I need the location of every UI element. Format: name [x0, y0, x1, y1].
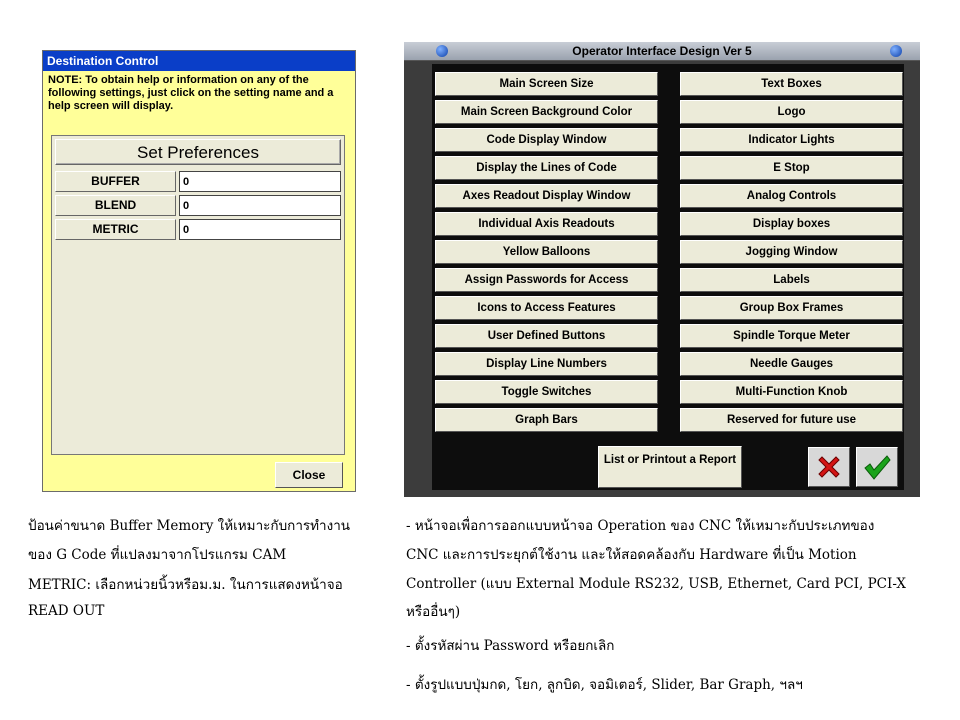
destination-control-title: Destination Control [43, 51, 355, 71]
right-description-line: - ตั้งรหัสผ่าน Password หรือยกเลิก [406, 638, 615, 654]
needle-gauges-button[interactable]: Needle Gauges [680, 352, 903, 376]
right-description-line: - หน้าจอเพื่อการออกแบบหน้าจอ Operation ของ CNC ให้เหมาะกับประเภทของ [406, 518, 875, 534]
left-description-line: METRIC: เลือกหน่วยนิ้วหรือม.ม. ในการแสดงหน้าจอ [28, 577, 343, 593]
close-button[interactable]: Close [275, 462, 343, 488]
setting-row-metric [55, 219, 341, 240]
destination-control-window [42, 50, 356, 492]
right-description-line: CNC และการประยุกต์ใช้งาน และให้สอดคล้องกับ Hardware ที่เป็น Motion [406, 547, 857, 563]
user-defined-buttons-button[interactable]: User Defined Buttons [435, 324, 658, 348]
display-boxes-button[interactable]: Display boxes [680, 212, 903, 236]
labels-button[interactable]: Labels [680, 268, 903, 292]
icons-to-access-features-button[interactable]: Icons to Access Features [435, 296, 658, 320]
cancel-button[interactable] [808, 447, 850, 487]
setting-row-buffer [55, 171, 341, 192]
operator-interface-titlebar [404, 42, 920, 61]
group-box-frames-button[interactable]: Group Box Frames [680, 296, 903, 320]
setting-row-blend [55, 195, 341, 216]
metric-label-button[interactable]: METRIC [55, 219, 176, 240]
analog-controls-button[interactable]: Analog Controls [680, 184, 903, 208]
main-screen-size-button[interactable]: Main Screen Size [435, 72, 658, 96]
spindle-torque-meter-button[interactable]: Spindle Torque Meter [680, 324, 903, 348]
window-orb-icon [890, 45, 902, 57]
operator-interface-title: Operator Interface Design Ver 5 [572, 44, 752, 58]
display-line-numbers-button[interactable]: Display Line Numbers [435, 352, 658, 376]
reserved-future-use-button[interactable]: Reserved for future use [680, 408, 903, 432]
multi-function-knob-button[interactable]: Multi-Function Knob [680, 380, 903, 404]
blend-input[interactable] [179, 195, 341, 216]
individual-axis-readouts-button[interactable]: Individual Axis Readouts [435, 212, 658, 236]
text-boxes-button[interactable]: Text Boxes [680, 72, 903, 96]
operator-interface-body [432, 64, 904, 490]
left-description-line: ของ G Code ที่แปลงมาจากโปรแกรม CAM [28, 547, 287, 563]
graph-bars-button[interactable]: Graph Bars [435, 408, 658, 432]
right-description-line: - ตั้งรูปแบบปุ่มกด, โยก, ลูกบิด, จอมิเตอร์, Slider, Bar Graph, ฯลฯ [406, 677, 803, 693]
toggle-switches-button[interactable]: Toggle Switches [435, 380, 658, 404]
metric-input[interactable] [179, 219, 341, 240]
display-lines-of-code-button[interactable]: Display the Lines of Code [435, 156, 658, 180]
right-description-line: หรืออื่นๆ) [406, 604, 461, 620]
e-stop-button[interactable]: E Stop [680, 156, 903, 180]
help-note: NOTE: To obtain help or information on any of the following settings, just click on the setting name and a help screen will display. [48, 74, 334, 112]
ok-button[interactable] [856, 447, 898, 487]
jogging-window-button[interactable]: Jogging Window [680, 240, 903, 264]
main-screen-background-color-button[interactable]: Main Screen Background Color [435, 100, 658, 124]
green-check-icon [862, 452, 892, 482]
buffer-label-button[interactable]: BUFFER [55, 171, 176, 192]
operator-interface-window [404, 42, 920, 497]
buffer-input[interactable] [179, 171, 341, 192]
logo-button[interactable]: Logo [680, 100, 903, 124]
red-x-icon [815, 453, 843, 481]
yellow-balloons-button[interactable]: Yellow Balloons [435, 240, 658, 264]
left-description-line: ป้อนค่าขนาด Buffer Memory ให้เหมาะกับการทำงาน [28, 518, 351, 534]
blend-label-button[interactable]: BLEND [55, 195, 176, 216]
preferences-panel [51, 135, 345, 455]
axes-readout-display-window-button[interactable]: Axes Readout Display Window [435, 184, 658, 208]
list-printout-report-button[interactable]: List or Printout a Report [598, 446, 742, 488]
set-preferences-button[interactable]: Set Preferences [55, 139, 341, 165]
right-description-line: Controller (แบบ External Module RS232, USB, Ethernet, Card PCI, PCI-X [406, 576, 907, 592]
code-display-window-button[interactable]: Code Display Window [435, 128, 658, 152]
left-description-line: READ OUT [28, 603, 105, 619]
assign-passwords-button[interactable]: Assign Passwords for Access [435, 268, 658, 292]
indicator-lights-button[interactable]: Indicator Lights [680, 128, 903, 152]
